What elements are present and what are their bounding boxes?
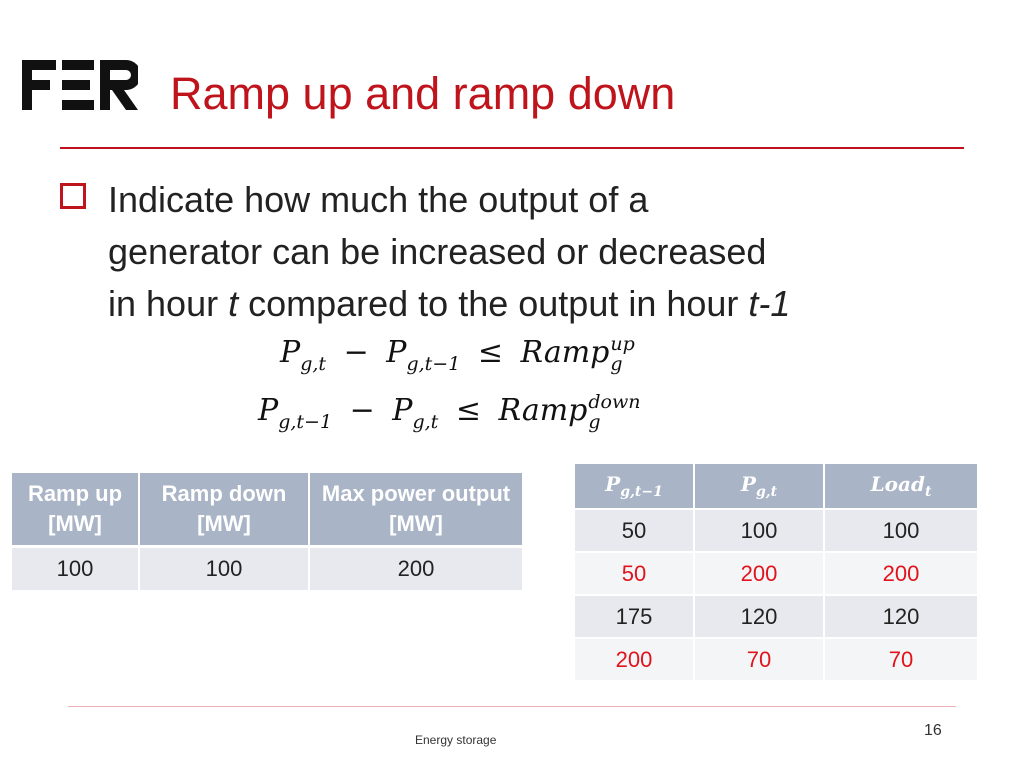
header-ramp-down: Ramp down [MW] [140,473,310,545]
eq2-term2-sub: g,t [412,411,439,433]
bullet-var-t: t [228,283,239,324]
header-p-g-t-base: P [740,472,756,496]
eq1-ramp-sup: up [610,333,635,355]
eq1-term1: P [280,335,301,370]
eq1-term2-sub: g,t−1 [406,353,461,375]
cell-max-power: 200 [310,545,522,590]
table-cell: 100 [825,508,977,551]
table-cell: 175 [575,594,695,637]
eq2-term2: P [392,393,413,428]
table-row [575,508,977,551]
header-p-g-t-1 [575,464,695,508]
eq2-ramp: Ramp [498,393,588,428]
table-cell: 120 [825,594,977,637]
table-cell: 70 [825,637,977,680]
title-divider [60,147,964,149]
header-ramp-up: Ramp up [MW] [12,473,140,545]
cell-ramp-down: 100 [140,545,310,590]
footer-text: Energy storage [415,733,497,747]
header-load-t [825,464,977,508]
eq1-leq: ≤ [477,335,503,370]
bullet-line-3-pre: in hour [108,283,229,324]
table-cell: 200 [695,551,825,594]
bullet-line-1: Indicate how much the output of a [108,179,649,220]
output-load-table [575,464,977,680]
header-max-power: Max power output [MW] [310,473,522,545]
eq2-ramp-sub: g [588,411,601,433]
eq1-minus: − [343,335,369,370]
eq2-term1-sub: g,t−1 [278,411,333,433]
bullet-line-2: generator can be increased or decreased [108,231,767,272]
page-number: 16 [924,722,942,739]
bullet-square-icon [60,183,86,209]
table-cell: 200 [575,637,695,680]
table-row [575,551,977,594]
eq2-minus: − [349,393,375,428]
table-cell: 120 [695,594,825,637]
ramp-down-equation [258,392,640,433]
bullet-var-t-1: t-1 [748,283,791,324]
footer-divider [68,706,956,707]
eq2-ramp-sup: down [588,391,641,413]
header-p-g-t-sub: g,t [755,484,778,500]
header-load-t-base: Load [870,472,925,496]
fer-logo [22,60,138,110]
table-cell: 50 [575,551,695,594]
header-load-t-sub: t [924,484,932,500]
eq2-leq: ≤ [455,393,481,428]
table-cell: 200 [825,551,977,594]
header-p-g-t-1-sub: g,t−1 [620,484,663,500]
eq1-term1-sub: g,t [300,353,327,375]
eq1-ramp-sub: g [610,353,623,375]
page-title: Ramp up and ramp down [170,68,676,119]
generator-parameters-table [12,473,522,590]
table-row [575,594,977,637]
table-row [12,545,522,590]
eq1-ramp: Ramp [520,335,610,370]
table-cell: 70 [695,637,825,680]
eq2-term1: P [258,393,279,428]
cell-ramp-up: 100 [12,545,140,590]
ramp-up-equation [280,334,635,375]
table-cell: 100 [695,508,825,551]
table-row [575,637,977,680]
table-cell: 50 [575,508,695,551]
bullet-text [108,174,948,330]
header-p-g-t-1-base: P [605,472,621,496]
eq1-term2: P [386,335,407,370]
bullet-line-3-mid: compared to the output in hour [238,283,749,324]
header-p-g-t [695,464,825,508]
